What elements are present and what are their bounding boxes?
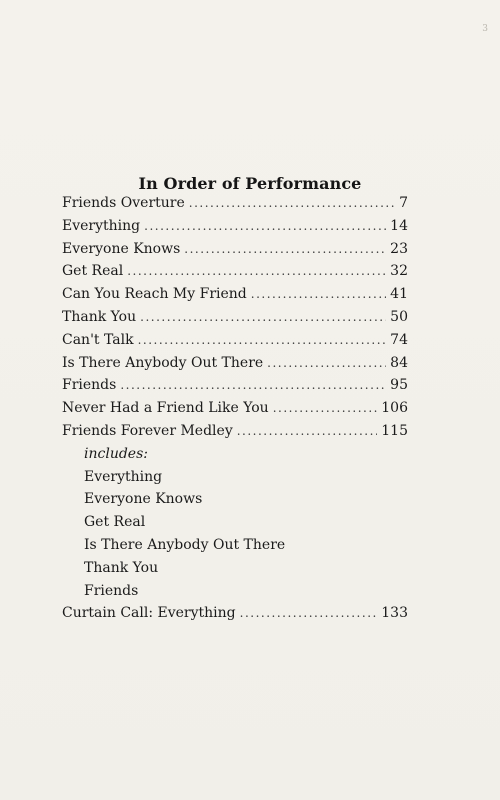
dot-leader <box>273 397 378 420</box>
toc-entry <box>62 420 408 443</box>
toc-entry <box>62 283 408 306</box>
dot-leader <box>184 238 386 261</box>
medley-item: Everything <box>84 468 163 485</box>
toc-entry-title: Can't Talk <box>62 331 134 348</box>
dot-leader <box>140 306 386 329</box>
toc-entry <box>62 374 408 397</box>
toc-entry <box>62 329 408 352</box>
page-number: 3 <box>482 24 488 34</box>
toc-entry-page: 23 <box>390 240 408 257</box>
toc-entry-title: Can You Reach My Friend <box>62 286 247 303</box>
toc-entry-title: Thank You <box>62 308 137 325</box>
toc-entry-title: Get Real <box>62 263 124 280</box>
toc-entry <box>62 215 408 238</box>
toc-entry <box>62 602 408 625</box>
toc-entry <box>62 397 408 420</box>
toc-entry-page: 74 <box>390 331 408 348</box>
toc-entry-page: 84 <box>390 354 408 371</box>
dot-leader <box>120 374 386 397</box>
toc-entry <box>62 306 408 329</box>
toc-entry-page: 95 <box>390 377 408 394</box>
toc-entry-page: 106 <box>381 400 408 417</box>
toc-entry <box>62 238 408 261</box>
toc-heading: In Order of Performance <box>138 174 362 193</box>
toc-entry-page: 41 <box>390 286 408 303</box>
table-of-contents <box>62 192 408 625</box>
medley-item: Get Real <box>84 514 146 531</box>
toc-entry-page: 32 <box>390 263 408 280</box>
dot-leader <box>144 215 386 238</box>
toc-entry-page: 7 <box>399 195 408 211</box>
dot-leader <box>267 352 386 375</box>
toc-entry-page: 50 <box>390 308 408 325</box>
medley-item: Friends <box>84 582 139 599</box>
dot-leader <box>251 283 386 306</box>
toc-entry-title: Friends <box>62 377 117 394</box>
dot-leader <box>240 602 378 625</box>
toc-entry <box>62 260 408 283</box>
dot-leader <box>189 192 395 215</box>
medley-item: Thank You <box>84 559 159 576</box>
toc-entry-title: Never Had a Friend Like You <box>62 400 269 417</box>
dot-leader <box>127 260 386 283</box>
toc-entry-page: 133 <box>381 605 408 622</box>
toc-entry-page: 14 <box>390 217 408 234</box>
medley-item: Is There Anybody Out There <box>84 536 286 553</box>
toc-entry-page: 115 <box>381 422 408 439</box>
toc-entry-title: Is There Anybody Out There <box>62 354 264 371</box>
medley-includes <box>62 443 408 603</box>
toc-entry-title: Everyone Knows <box>62 240 181 257</box>
toc-entry-title: Everything <box>62 217 141 234</box>
dot-leader <box>237 420 378 443</box>
toc-entry <box>62 352 408 375</box>
dot-leader <box>138 329 387 352</box>
medley-item: Everyone Knows <box>84 491 203 508</box>
toc-entry-title: Curtain Call: Everything <box>62 605 236 622</box>
toc-entry-title: Friends Overture <box>62 195 185 211</box>
toc-entry-title: Friends Forever Medley <box>62 422 233 439</box>
medley-includes-label: includes: <box>84 445 148 462</box>
toc-entry <box>62 192 408 215</box>
